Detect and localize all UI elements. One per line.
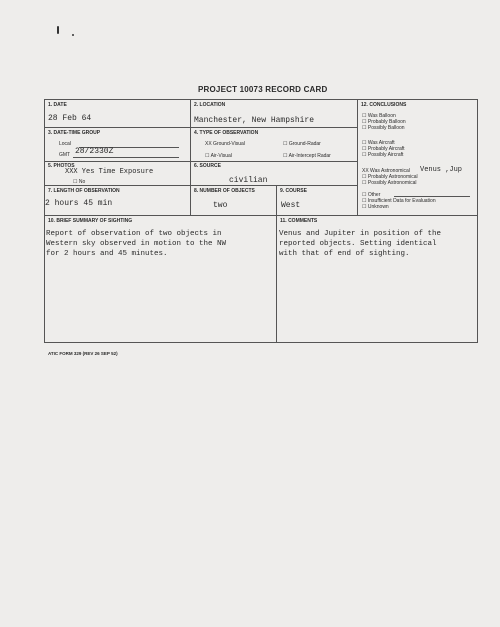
- source-value: civilian: [229, 176, 268, 185]
- other-option: ☐ Other: [362, 192, 381, 198]
- other-line: [394, 196, 470, 197]
- length-label: 7. LENGTH OF OBSERVATION: [48, 188, 120, 194]
- date-value: 28 Feb 64: [48, 114, 92, 123]
- location-label: 2. LOCATION: [194, 102, 226, 108]
- insufficient-data-option: ☐ Insufficient Data for Evaluation: [362, 198, 436, 204]
- course-label: 9. COURSE: [280, 188, 307, 194]
- possibly-astronomical-option: ☐ Possibly Astronomical: [362, 180, 417, 186]
- conclusions-cell: [358, 100, 478, 216]
- was-balloon-option: ☐ Was Balloon: [362, 113, 396, 119]
- type-obs-cell: [191, 128, 358, 162]
- possibly-aircraft-option: ☐ Possibly Aircraft: [362, 152, 404, 158]
- summary-cell: [45, 216, 277, 343]
- num-objects-value: two: [213, 201, 228, 210]
- course-value: West: [281, 201, 301, 210]
- photos-no-option: ☐ No: [73, 179, 86, 185]
- course-cell: [277, 186, 358, 216]
- astronomical-typed-value: Venus ,Jup: [420, 166, 463, 174]
- ground-radar-option: ☐ Ground-Radar: [283, 141, 321, 147]
- summary-line: for 2 hours and 45 minutes.: [46, 250, 168, 258]
- photos-cell: [45, 162, 191, 186]
- source-label: 6. SOURCE: [194, 163, 221, 169]
- local-label: Local: [59, 141, 71, 147]
- num-objects-label: 8. NUMBER OF OBJECTS: [194, 188, 255, 194]
- type-obs-label: 4. TYPE OF OBSERVATION: [194, 130, 259, 136]
- comments-cell: [277, 216, 477, 343]
- gmt-label: GMT: [59, 152, 71, 158]
- comments-line: Venus and Jupiter in position of the: [279, 230, 442, 238]
- num-objects-cell: [191, 186, 277, 216]
- comments-label: 11. COMMENTS: [280, 218, 318, 224]
- form-footer: ATIC FORM 329 (REV 26 SEP 52): [48, 351, 118, 356]
- scan-speck: [57, 26, 59, 34]
- photos-yes-value: XXX Yes Time Exposure: [65, 168, 154, 176]
- location-value: Manchester, New Hampshire: [194, 116, 315, 125]
- comments-line: reported objects. Setting identical: [279, 240, 437, 248]
- summary-text: [46, 229, 226, 259]
- location-cell: [191, 100, 358, 128]
- comments-text: [279, 229, 441, 259]
- possibly-balloon-option: ☐ Possibly Balloon: [362, 125, 405, 131]
- probably-astronomical-option: ☐ Probably Astronomical: [362, 174, 418, 180]
- ground-visual-option: XX Ground-Visual: [205, 141, 245, 147]
- gmt-line: [73, 157, 179, 158]
- date-cell: [45, 100, 191, 128]
- gmt-value: 28/2330Z: [75, 147, 114, 156]
- unknown-option: ☐ Unknown: [362, 204, 389, 210]
- source-cell: [191, 162, 358, 186]
- length-value: 2 hours 45 min: [45, 199, 113, 208]
- probably-aircraft-option: ☐ Probably Aircraft: [362, 146, 405, 152]
- summary-line: Report of observation of two objects in: [46, 230, 222, 238]
- length-cell: [45, 186, 191, 216]
- probably-balloon-option: ☐ Probably Balloon: [362, 119, 406, 125]
- photos-label: 5. PHOTOS: [48, 163, 75, 169]
- comments-line: with that of end of sighting.: [279, 250, 410, 258]
- date-label: 1. DATE: [48, 102, 67, 108]
- record-card-grid: [44, 99, 478, 343]
- summary-label: 10. BRIEF SUMMARY OF SIGHTING: [48, 218, 133, 224]
- scan-speck: [72, 34, 74, 36]
- air-visual-option: ☐ Air-Visual: [205, 153, 232, 159]
- dtg-label: 3. DATE-TIME GROUP: [48, 130, 101, 136]
- conclusions-label: 12. CONCLUSIONS: [361, 102, 407, 108]
- summary-line: Western sky observed in motion to the NW: [46, 240, 227, 248]
- card-title: PROJECT 10073 RECORD CARD: [198, 85, 328, 94]
- was-astronomical-option: XX Was Astronomical: [362, 168, 410, 174]
- was-aircraft-option: ☐ Was Aircraft: [362, 140, 395, 146]
- dtg-cell: [45, 128, 191, 162]
- air-intercept-option: ☐ Air-Intercept Radar: [283, 153, 331, 159]
